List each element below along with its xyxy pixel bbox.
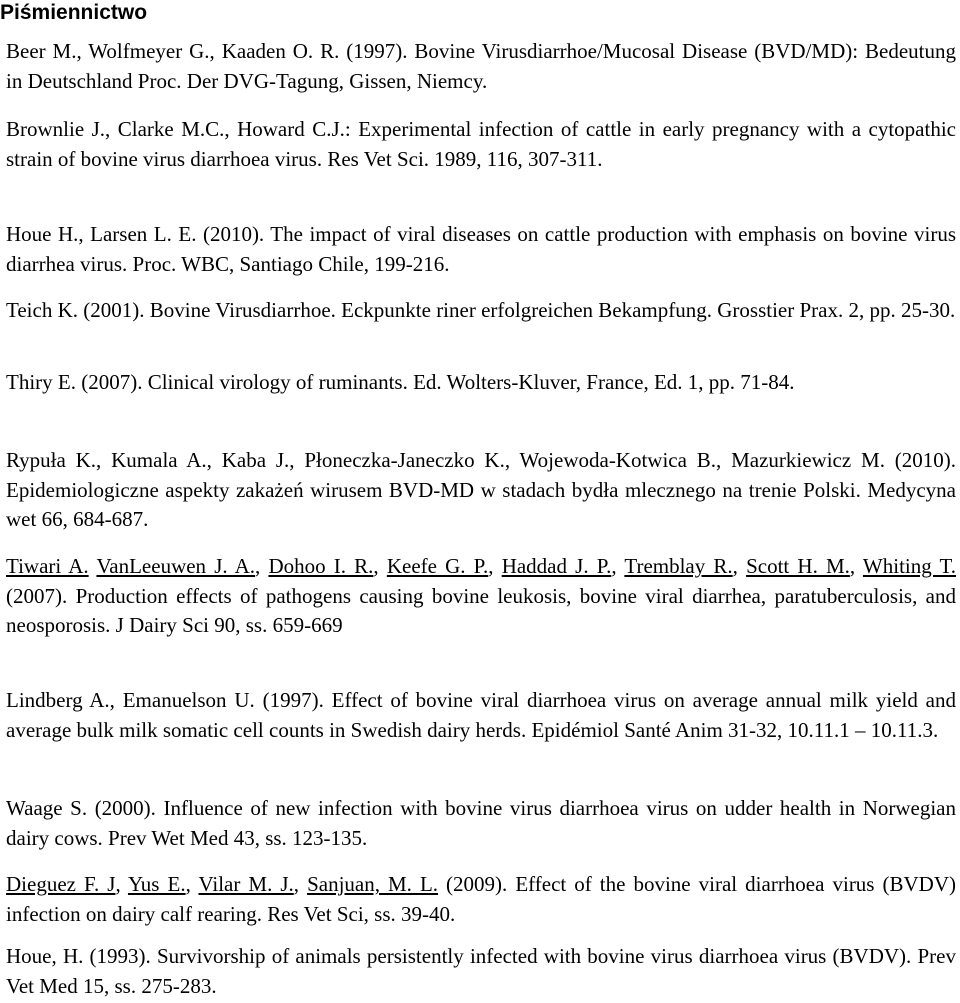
reference-teich-2001: Teich K. (2001). Bovine Virusdiarrhoe. Eckpunkte riner erfolgreichen Bekampfung. Grosstier Prax. 2, pp. 25-30. (6, 298, 956, 322)
reference-houe-larsen-2010: Houe H., Larsen L. E. (2010). The impact of viral diseases on cattle production with emphasis on bovine virus diarrhea virus. Proc. WBC, Santiago Chile, 199-216. (6, 222, 956, 276)
author-link[interactable]: Keefe G. P. (386, 554, 489, 578)
reference-beer-1997: Beer M., Wolfmeyer G., Kaaden O. R. (1997). Bovine Virusdiarrhoe/Mucosal Disease (BVD/MD): Bedeutung in Deutschland Proc. Der DVG-Tagung, Gissen, Niemcy. (6, 39, 956, 93)
author-link[interactable]: Scott H. M. (746, 554, 850, 578)
author-link[interactable]: Dieguez F. J (6, 872, 116, 896)
author-link[interactable]: VanLeeuwen J. A. (96, 554, 256, 578)
author-link[interactable]: Yus E. (127, 872, 186, 896)
author-link[interactable]: Tremblay R. (624, 554, 733, 578)
author-link[interactable]: Sanjuan, M. L. (307, 872, 439, 896)
reference-dieguez-2009: Dieguez F. J, Yus E., Vilar M. J., Sanjuan, M. L. (2009). Effect of the bovine viral diarrhoea virus (BVDV) infection on dairy calf rearing. Res Vet Sci, ss. 39-40. (6, 872, 956, 926)
reference-houe-1993: Houe, H. (1993). Survivorship of animals persistently infected with bovine virus diarrhoea virus (BVDV). Prev Vet Med 15, ss. 275-283. (6, 944, 956, 998)
reference-brownlie-1989: Brownlie J., Clarke M.C., Howard C.J.: Experimental infection of cattle in early pregnancy with a cytopathic strain of bovine virus diarrhoea virus. Res Vet Sci. 1989, 116, 307-311. (6, 117, 956, 171)
reference-tiwari-2007: Tiwari A. VanLeeuwen J. A., Dohoo I. R., Keefe G. P., Haddad J. P., Tremblay R., Scott H. M., Whiting T. (2007). Production effects of pathogens causing bovine leukosis, bovine viral diarrhea, paratuberculosis, and neosporosis. J Dairy Sci 90, ss. 659-669 (6, 554, 957, 637)
author-link[interactable]: Vilar M. J. (198, 872, 294, 896)
author-link[interactable]: Whiting T. (862, 554, 957, 578)
author-link[interactable]: Tiwari A. (6, 554, 89, 578)
author-link[interactable]: Dohoo I. R. (268, 554, 374, 578)
reference-rypula-2010: Rypuła K., Kumala A., Kaba J., Płoneczka-Janeczko K., Wojewoda-Kotwica B., Mazurkiewicz M. (2010). Epidemiologiczne aspekty zakażeń wirusem BVD-MD w stadach bydła mlecznego na trenie Polski. Medycyna wet 66, 684-687. (6, 448, 956, 531)
author-link[interactable]: Haddad J. P. (501, 554, 612, 578)
reference-thiry-2007: Thiry E. (2007). Clinical virology of ruminants. Ed. Wolters-Kluver, France, Ed. 1, pp. 71-84. (6, 370, 795, 394)
reference-waage-2000: Waage S. (2000). Influence of new infection with bovine virus diarrhoea virus on udder health in Norwegian dairy cows. Prev Wet Med 43, ss. 123-135. (6, 796, 956, 850)
page-heading: Piśmiennictwo (0, 1, 148, 24)
reference-lindberg-1997: Lindberg A., Emanuelson U. (1997). Effect of bovine viral diarrhoea virus on average annual milk yield and average bulk milk somatic cell counts in Swedish dairy herds. Epidémiol Santé Anim 31-32, 10.11.1 – 10.11.3. (6, 688, 956, 742)
